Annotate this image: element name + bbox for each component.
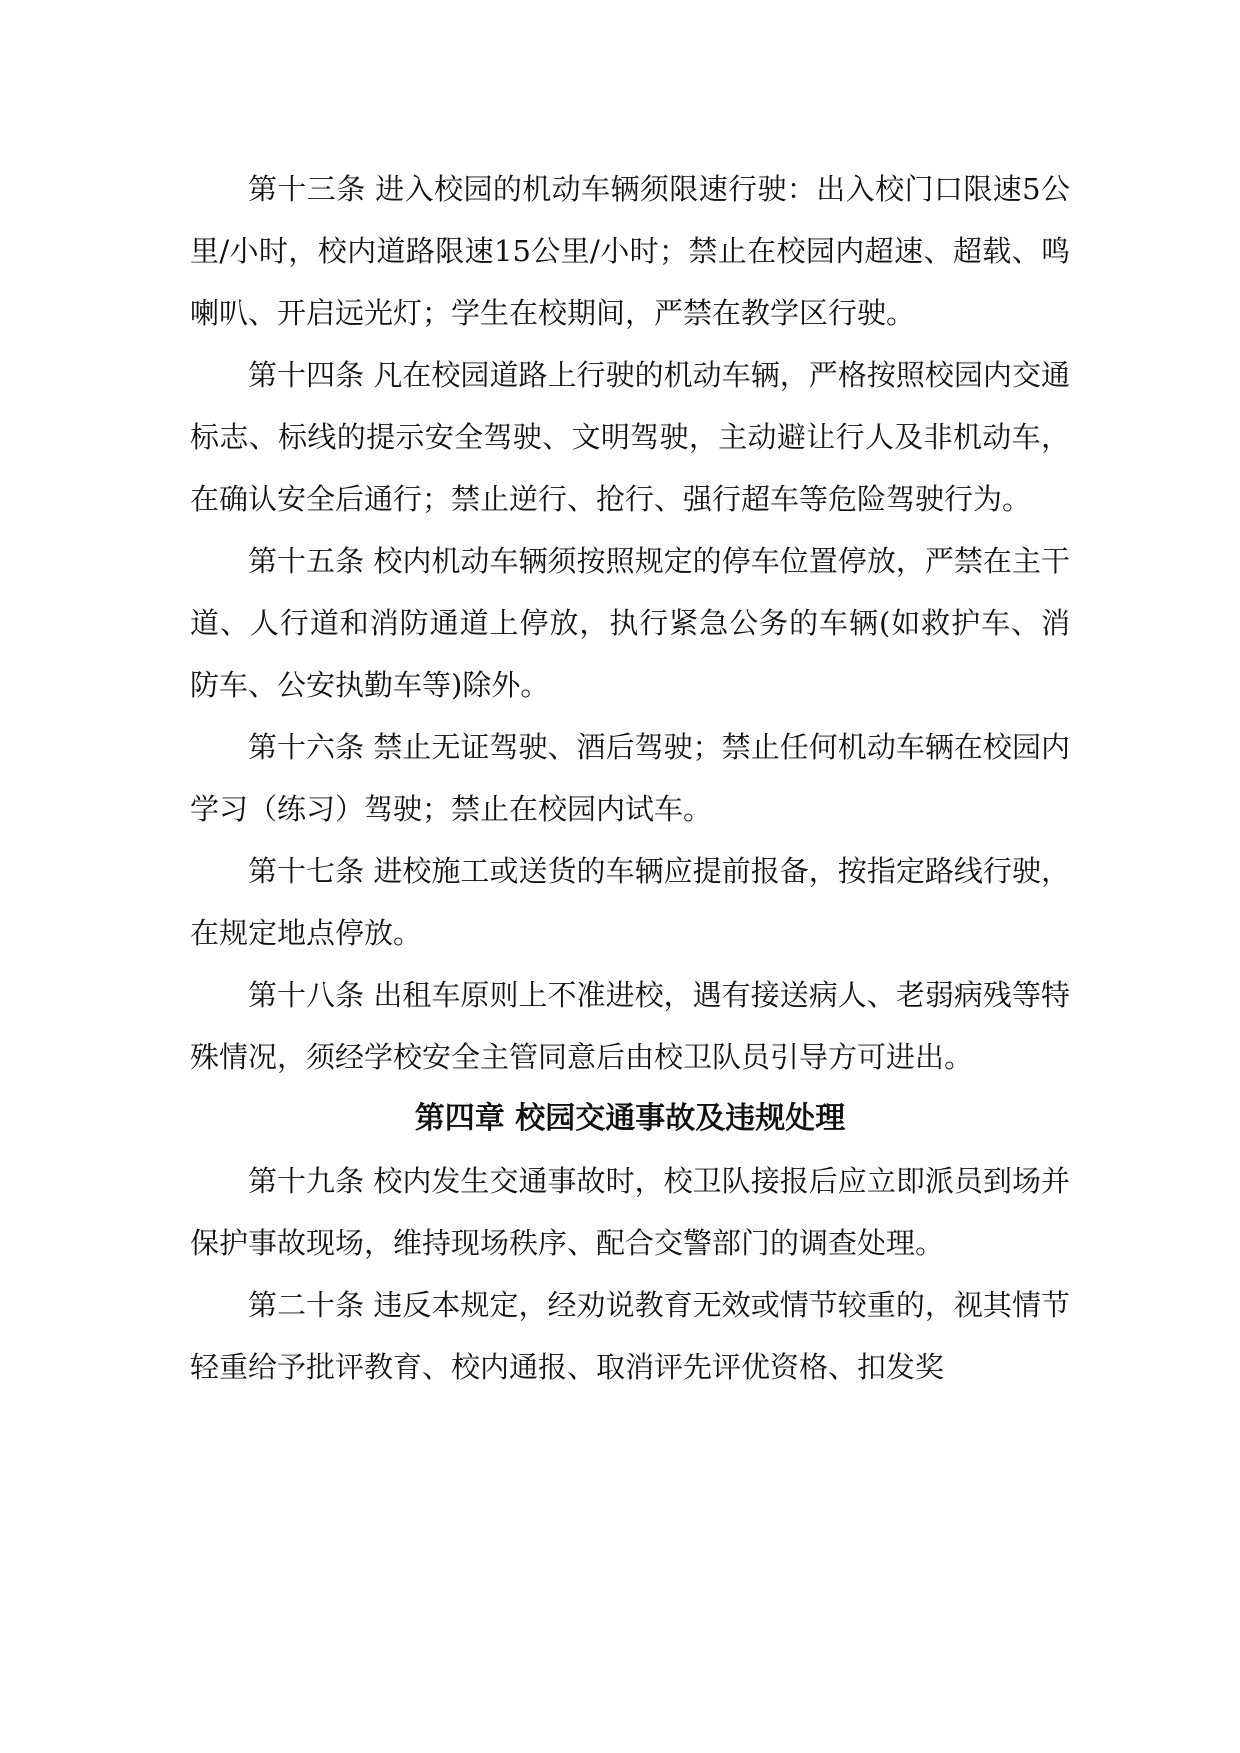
article-15: 第十五条 校内机动车辆须按照规定的停车位置停放，严禁在主干道、人行道和消防通道上停放，执行紧急公务的车辆(如救护车、消防车、公安执勤车等)除外。 xyxy=(190,544,1070,702)
article-20: 第二十条 违反本规定，经劝说教育无效或情节较重的，视其情节轻重给予批评教育、校内通报、取消评先评优资格、扣发奖 xyxy=(190,1288,1070,1384)
article-18: 第十八条 出租车原则上不准进校，遇有接送病人、老弱病残等特殊情况，须经学校安全主管同意后由校卫队员引导方可进出。 xyxy=(190,978,1070,1074)
chapter-title: 第四章 校园交通事故及违规处理 xyxy=(414,1101,846,1136)
article-16: 第十六条 禁止无证驾驶、酒后驾驶；禁止任何机动车辆在校园内学习（练习）驾驶；禁止在校园内试车。 xyxy=(190,730,1070,826)
article-19: 第十九条 校内发生交通事故时，校卫队接报后应立即派员到场并保护事故现场，维持现场秩序、配合交警部门的调查处理。 xyxy=(190,1164,1070,1260)
article-14: 第十四条 凡在校园道路上行驶的机动车辆，严格按照校园内交通标志、标线的提示安全驾驶、文明驾驶，主动避让行人及非机动车，在确认安全后通行；禁止逆行、抢行、强行超车等危险驾驶行为。 xyxy=(190,358,1070,516)
document-body xyxy=(190,158,1070,1398)
article-13: 第十三条 进入校园的机动车辆须限速行驶：出入校门口限速5公里/小时，校内道路限速15公里/小时；禁止在校园内超速、超载、鸣喇叭、开启远光灯；学生在校期间，严禁在教学区行驶。 xyxy=(190,172,1070,330)
article-17: 第十七条 进校施工或送货的车辆应提前报备，按指定路线行驶，在规定地点停放。 xyxy=(190,854,1070,950)
